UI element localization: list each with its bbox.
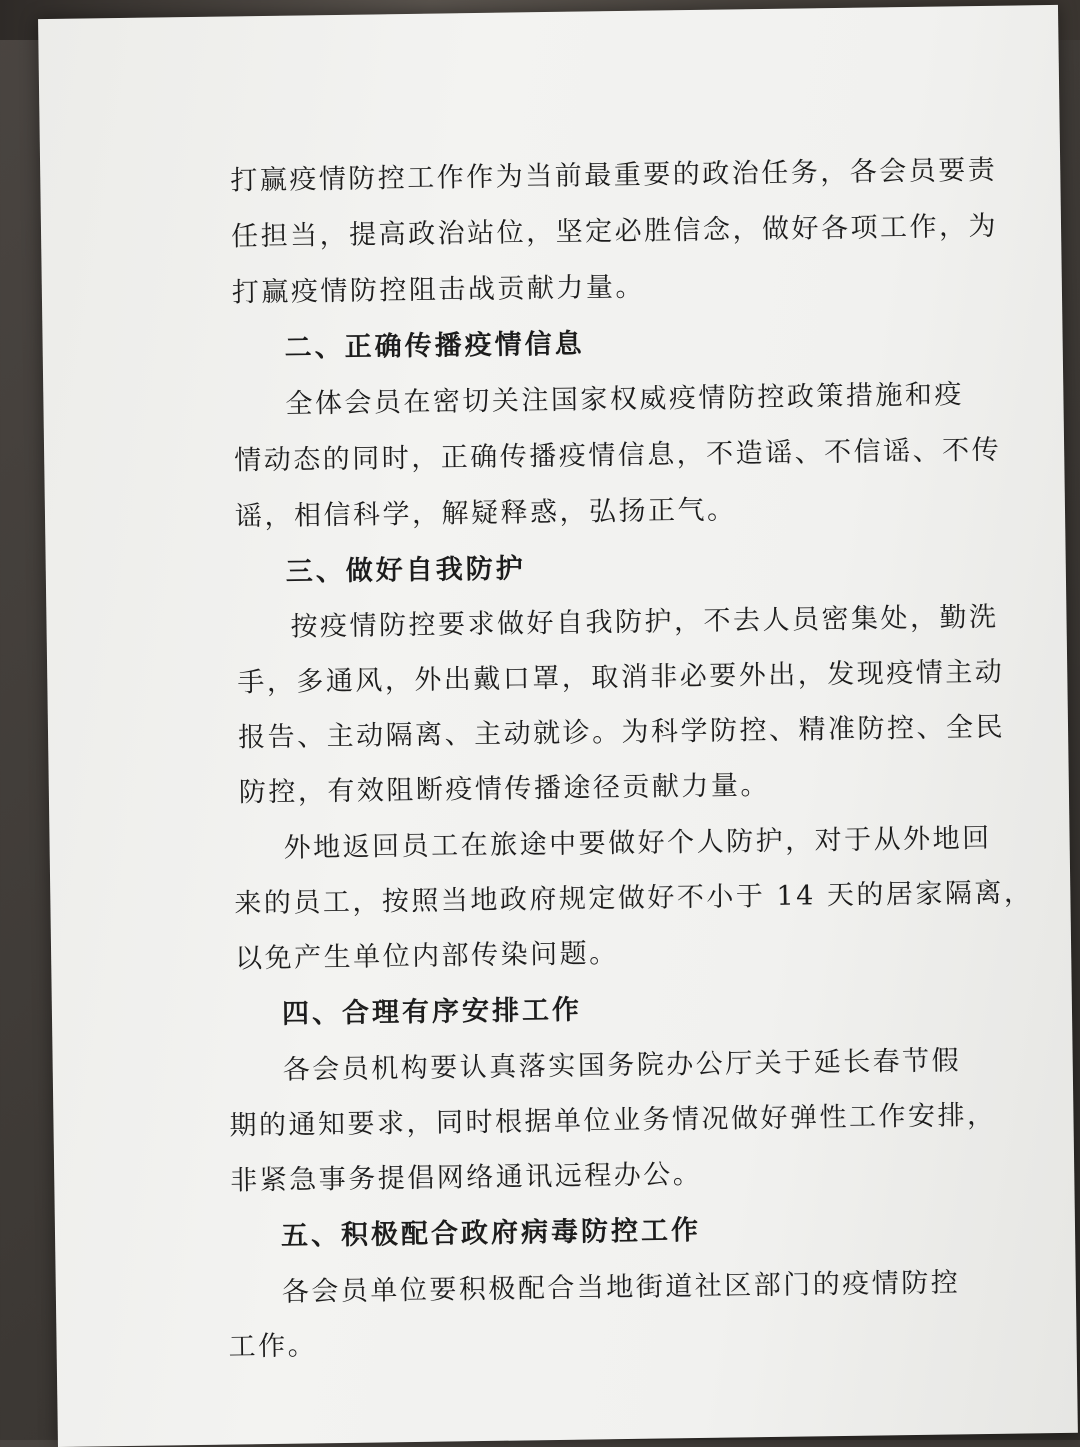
section-heading-3: 三、做好自我防护 xyxy=(285,553,526,588)
body-line: 以免产生单位内部传染问题。 xyxy=(234,938,619,975)
body-line: 情动态的同时，正确传播疫情信息，不造谣、不信谣、不传 xyxy=(234,434,1002,477)
document-body xyxy=(228,148,1034,1363)
body-line: 报告、主动隔离、主动就诊。为科学防控、精准防控、全民 xyxy=(237,711,1006,754)
body-line: 各会员单位要积极配合当地街道社区部门的疫情防控 xyxy=(281,1267,961,1308)
body-line: 打赢疫情防控阻击战贡献力量。 xyxy=(231,271,646,309)
paper-sheet xyxy=(38,5,1078,1447)
body-line: 全体会员在密切关注国家权威疫情防控政策措施和疫 xyxy=(285,379,965,420)
section-heading-5: 五、积极配合政府病毒防控工作 xyxy=(280,1214,702,1252)
section-heading-2: 二、正确传播疫情信息 xyxy=(284,328,585,364)
body-line: 防控，有效阻断疫情传播途径贡献力量。 xyxy=(238,769,771,809)
body-line: 各会员机构要认真落实国务院办公厅关于延长春节假 xyxy=(282,1045,962,1086)
body-line: 手，多通风，外出戴口罩，取消非必要外出，发现疫情主动 xyxy=(237,656,1005,699)
body-line: 打赢疫情防控工作作为当前最重要的政治任务，各会员要责 xyxy=(230,154,998,197)
body-line: 按疫情防控要求做好自我防护，不去人员密集处，勤洗 xyxy=(290,601,999,643)
body-line: 工作。 xyxy=(228,1330,318,1363)
body-line: 任担当，提高政治站位，坚定必胜信念，做好各项工作，为 xyxy=(230,210,999,253)
body-line: 外地返回员工在旅途中要做好个人防护，对于从外地回 xyxy=(283,822,992,864)
body-line: 谣，相信科学，解疑释惑，弘扬正气。 xyxy=(234,494,737,533)
body-line: 来的员工，按照当地政府规定做好不小于 14 天的居家隔离， xyxy=(234,877,1034,920)
body-line: 期的通知要求，同时根据单位业务情况做好弹性工作安排， xyxy=(229,1099,997,1142)
body-line: 非紧急事务提倡网络通讯远程办公。 xyxy=(230,1158,703,1197)
section-heading-4: 四、合理有序安排工作 xyxy=(281,994,583,1030)
